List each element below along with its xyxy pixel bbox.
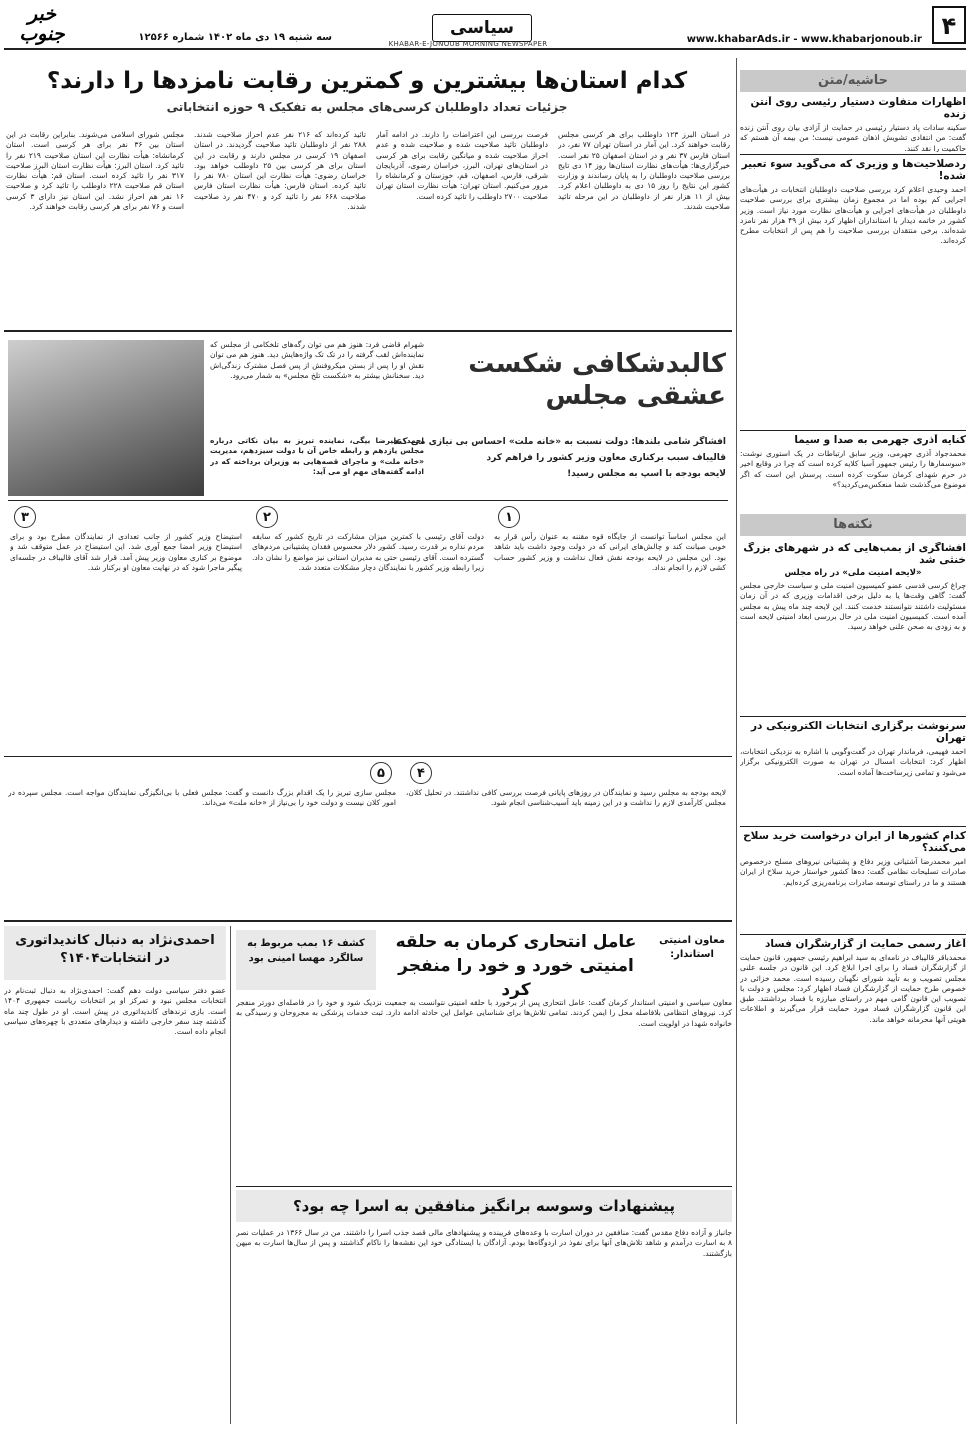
newspaper-logo	[6, 4, 78, 46]
sidebar-column-rule	[736, 58, 737, 1424]
ahmadinejad-title: احمدی‌نژاد به دنبال کاندیداتوری در انتخابات۱۴۰۴؟	[15, 933, 215, 966]
feature-bullet: قالیباف سبب برکناری معاون وزیر کشور را فراهم کرد	[486, 453, 726, 463]
sidebar-item-title: اظهارات متفاوت دستیار رئیسی روی آنتن زنده	[750, 96, 966, 120]
sidebar-column	[740, 64, 966, 1424]
feature-section	[406, 760, 726, 916]
hashieh-tag	[740, 70, 966, 92]
feature-section	[494, 506, 726, 756]
sidebar-divider	[740, 934, 966, 935]
masthead	[0, 0, 970, 50]
monafeqin-title: پیشنهادات وسوسه برانگیز منافقین به اسرا چه بود؟	[292, 1197, 676, 1215]
lead-col-3: تائید کرده‌اند که ۲۱۶ نفر عدم احراز صلاحیت شدند. ۲۸۸ نفر از داوطلبان تائید صلاحیت گردیدند. در استان اصفهان ۱۹ کرسی در مجلس دارند و رقابت در این استان برای هر کرسی بین ۲۵ داوطلب خواهد بود. خراسان رضوی: هیأت نظارت این استان ۷۸۰ نفر را تائید کرده. استان فارس: هیأت نظارت استان فارس صلاحیت ۶۶۸ نفر را تائید کرد و ۴۷۰ نفر رد صلاحیت شدند.	[194, 130, 366, 212]
masthead-rule	[4, 48, 966, 50]
nokteha-tag	[740, 514, 966, 536]
sidebar-item	[740, 96, 966, 152]
section-body: استیضاح وزیر کشور از جانب تعدادی از نمایندگان مطرح بود و برای استیضاح وزیر امضا جمع آوری شد. این استیضاح در عمل متوقف شد و موضوع بر کناری معاون وزیر پیش آمد. قرار شد آقای قالیباف در جلسه‌ای پیگیر ماجرا شود که در نهایت معاون او برکنار شد.	[10, 532, 242, 572]
section-number: ۴	[410, 762, 432, 784]
lead-headline: کدام استان‌ها بیشترین و کمترین رقابت نامزدها را دارند؟	[46, 68, 688, 94]
monafeqin-title-box	[236, 1190, 732, 1222]
bottom-block-rule	[4, 920, 732, 922]
feature-bullet: لایحه بودجه با اسپ به مجلس رسید!	[567, 469, 726, 479]
section-number: ۲	[256, 506, 278, 528]
feature-section	[252, 506, 484, 756]
feature-section	[10, 506, 242, 756]
note-title: کدام کشورها از ایران درخواست خرید سلاح می‌کنند؟	[743, 830, 966, 854]
section-body: لایحه بودجه به مجلس رسید و نمایندگان در روزهای پایانی فرصت بررسی کافی نداشتند. در تحلیل کلان، مجلس کارآمدی لازم را نداشت و در این زمینه باید آسیب‌شناسی انجام شود.	[406, 788, 726, 808]
section-body: این مجلس اساساً توانست از جایگاه قوه مقننه به عنوان رأس قرار به خوبی صیانت کند و چالش‌های ایرانی که در دولت وجود داشت باید شاهد بود. این مجلس در لایحه بودجه نقش فعال نداشت و وزیر کشور حساب کشی لازم را انجام نداد.	[494, 532, 726, 572]
english-name: KHABAR-E-JONOUB MORNING NEWSPAPER	[388, 40, 548, 48]
sidebar-item-title: کنایه آذری جهرمی به صدا و سیما	[794, 434, 966, 446]
logo-text: خبر جنوب	[19, 4, 65, 45]
feature-bottom-rule	[4, 756, 732, 757]
ahmadinejad-story	[4, 926, 226, 1424]
sidebar-divider	[740, 430, 966, 431]
feature-story	[4, 334, 732, 758]
kerman-box	[236, 930, 376, 990]
kerman-story	[236, 926, 732, 1184]
sidebar-item	[740, 434, 966, 500]
section-number: ۵	[370, 762, 392, 784]
sidebar-item-title: ردصلاحیت‌ها و وزیری که می‌گوید سوء تعبیر شده!	[741, 158, 966, 182]
feature-inner-rule	[8, 500, 728, 501]
note-body: محمدباقر قالیباف در نامه‌ای به سید ابراهیم رئیسی جمهور، قانون حمایت از گزارشگران فساد را برای اجرا ابلاغ کرد. این قانون در جلسه علنی مجلس تصویب و به تأیید شورای نگهبان رسیده است. محمد خزائی در خصوص طرح حمایت از گزارشگران فساد اظهار کرد: مجلس و دولت با تصویب این قانون گامی مهم در راستای مبارزه با فساد برداشتند. طبق این قانون گزارشگران فساد مورد حمایت قرار می‌گیرند و اطلاعات هویتی آنها محرمانه خواهد ماند.	[740, 953, 966, 1024]
site-url: www.khabarAds.ir - www.khabarjonoub.ir	[686, 34, 922, 45]
section-tab	[432, 14, 532, 42]
section-body: دولت آقای رئیسی با کمترین میزان مشارکت در تاریخ کشور که سابقه مردم نداره بر قدرت رسید. کشور دلار محسوس فقدان پشتیبانی مردم‌های گسترده است. آقای رئیسی حتی به مدیران استانی نیز مواضع را نشان داد. زیرا رابطه وزیر کشور با نمایندگان دچار مشکلات متعدد شد.	[252, 532, 484, 572]
feature-section	[8, 760, 396, 916]
section-number: ۱	[498, 506, 520, 528]
note-item	[740, 938, 966, 1418]
kerman-body: معاون سیاسی و امنیتی استاندار کرمان گفت: عامل انتحاری پس از برخورد با حلقه امنیتی نتوانست به جمعیت نزدیک شود و خود را در فاصله‌ای دورتر منفجر کرد. نیروهای انتظامی بلافاصله محل را ایمن کردند. تمامی تلاش‌ها برای شناسایی عوامل این حادثه ادامه دارد. ثبت خدمات پزشکی به مجروحان و رسیدگی به خانواده شهدا در اولویت است.	[236, 998, 732, 1028]
issue-info: سه شنبه ۱۹ دی ماه ۱۴۰۲ شماره ۱۲۵۶۶	[138, 32, 332, 43]
section-body: مجلس سازی تبریز را یک اقدام بزرگ دانست و گفت: مجلس فعلی با بی‌انگیزگی نمایندگان مواجه است. مجلس سپرده در امور کلان نیست و دولت خود را بی‌نیاز از «خانه ملت» می‌داند.	[8, 788, 396, 808]
note-item	[740, 542, 966, 712]
sidebar-divider	[740, 826, 966, 827]
kerman-title: عامل انتحاری کرمان به حلقه امنیتی خورد و خود را منفجر کرد	[395, 932, 637, 1000]
sidebar-divider	[740, 154, 966, 155]
feature-quote-source: احمد علیرضا بیگی، نماینده تبریز به بیان نکاتی درباره مجلس یازدهم و رابطه خاص آن با دولت سیزدهم، مدیریت «خانه ملت» و ماجرای قصه‌هایی به وزیران برداخته که در ادامه گفته‌های مهم او می آید:	[210, 436, 424, 476]
page-number-box	[932, 6, 966, 44]
monafeqin-story	[236, 1190, 732, 1424]
note-title: افشاگری از بمب‌هایی که در شهرهای بزرگ خنثی شد	[743, 542, 966, 566]
lead-bottom-rule	[4, 330, 732, 332]
lead-col-4: مجلس شورای اسلامی می‌شوند. بنابراین رقابت در این استان بین ۳۶ نفر برای هر کرسی است. استان کرمانشاه: هیأت نظارت این استان صلاحیت ۲۱۹ نفر را تائید کرد. استان البرز: هیأت نظارت استان البرز صلاحیت ۳۱۷ نفر را تائید کرده است. استان قم: هیأت نظارت استان قم صلاحیت ۲۲۸ داوطلب را تائید کرد و صلاحیت ۱۶ نفر هم احراز نشد. این استان نیز دارای ۳ کرسی است و ۷۶ نفر برای هر کرسی رقابت خواهند کرد.	[6, 130, 184, 212]
hashieh-tag-label: حاشیه/متن	[817, 73, 889, 88]
note-body: امیر محمدرضا آشتیانی وزیر دفاع و پشتیبانی نیروهای مسلح درخصوص صادرات تسلیحات نظامی گفت: ده‌ها کشور خواستار خرید سلاح از ایران هستند و ما در راستای توسعه صادرات برنامه‌ریزی کرده‌ایم.	[740, 857, 966, 887]
portrait-photo	[8, 340, 204, 496]
sidebar-item-body: احمد وحیدی اعلام کرد بررسی صلاحیت داوطلبان انتخابات در هیأت‌های اجرایی کم بوده اما در مجموع زمان بیشتری برای بررسی صلاحیت داوطلبان در هیأت‌های اجرایی و هیأت‌های نظارت مورد نیاز است. وزیر کشور در خاتمه دیدار با استانداران اظهار کرد بیش از ۴۹ هزار نفر نامزد شده‌اند. برخی منتقدان بررسی صلاحیت را هم پس از انتخابات مطرح کرده‌اند.	[740, 185, 966, 246]
note-item	[740, 830, 966, 930]
note-title: سرنوشت برگزاری انتخابات الکترونیکی در تهران	[751, 720, 966, 744]
section-title: سیاسی	[450, 18, 514, 38]
lead-col-1: در استان البرز ۱۲۳ داوطلب برای هر کرسی مجلس رقابت خواهند کرد. این آمار در استان تهران ۷۷ نفر، در استان فارس ۳۷ نفر و در استان اصفهان ۲۵ نفر است. خبرگزاری‌ها: هیأت‌های نظارت استان‌ها روز ۱۴ دی تایج بررسی صلاحیت داوطلبان را به پایان رساندند و وزارت کشور این نتایج را روز ۱۵ دی به داوطلبان اعلام کرد. بیش از ۱۱ هزار نفر از داوطلبان در این مرحله تائید صلاحیت شدند.	[558, 130, 730, 212]
monafeqin-body: جانباز و آزاده دفاع مقدس گفت: منافقین در دوران اسارت با وعده‌های فریبنده و پیشنهادهای مالی قصد جذب اسرا را داشتند. من در سال ۱۳۶۶ در عملیات نصر ۸ به اسارت درآمدم و شاهد تلاش‌های آنها برای نفوذ در اردوگاه‌ها بودم. آزادگان با ایستادگی خود این نقشه‌ها را ناکام گذاشتند و پس از سال‌ها اسارت به میهن بازگشتند.	[236, 1228, 732, 1258]
lead-subhead: جزئیات تعداد داوطلبان کرسی‌های مجلس به تفکیک ۹ حوزه انتخاباتی	[166, 100, 568, 114]
note-subtitle: «لایحه امنیت ملی» در راه مجلس	[784, 568, 922, 578]
ahmadinejad-body: عضو دفتر سیاسی دولت دهم گفت: احمدی‌نژاد به دنبال ثبت‌نام در انتخابات مجلس نبود و تمرکز او بر انتخابات ریاست جمهوری ۱۴۰۴ است. بازی ترندهای کاندیداتوری در پیش است. او در طول چند ماه گذشته چند سفر خارجی داشته و دیدارهای متعددی با چهره‌های سیاسی انجام داده است.	[4, 986, 226, 1037]
section-number: ۳	[14, 506, 36, 528]
sidebar-item-body: محمدجواد آذری جهرمی، وزیر سابق ارتباطات در یک استوری نوشت: «سوسمارها را رئیس جمهور آسیا کلایه کرده است که چرا در وقایع اخیر در حرم شهدای کرمان سکوت کرده است. پرسش این است که اگر موضوع می‌گذشت شما منعکس‌می‌کردید؟»	[740, 449, 966, 489]
note-body: احمد فهیمی، فرماندار تهران در گفت‌وگویی با اشاره به نزدیکی انتخابات، اظهار کرد: انتخابات امسال در تهران به صورت الکترونیکی برگزار می‌شود و تمامی زیرساخت‌ها آماده است.	[740, 747, 966, 777]
note-body: چراغ کرسی قدسی عضو کمیسیون امنیت ملی و سیاست خارجی مجلس گفت: گاهی وقت‌ها یا به دلیل برخی اقدامات وزیری که در آن زمان مسئولیت داشتند نتوانستند خدمت کنند. این لایحه چند ماه پیش به مجلس آمده است. کمیسیون امنیت ملی در حال بررسی ابعاد امنیتی لایحه است و به زودی به صحن علنی خواهد رسید.	[740, 581, 966, 632]
feature-intro: شهرام قاضی فرد: هنوز هم می توان رگه‌های تلخکامی از مجلس که نماینده‌اش لقب گرفته را در تک تک واژه‌هایش دید. هنوز هم می توان نقش او را پس از بستن میکروفنش از پس فصل مشترک زندگی‌اش دید. سخنانش بیشتر به «شکست تلخ مجلس» به شمار می‌رود.	[210, 340, 424, 380]
lead-story	[4, 58, 730, 328]
lead-col-2: فرصت بررسی این اعتراضات را دارند. در ادامه آمار داوطلبان تائید صلاحیت شده و صلاحیت شده و عدم احراز صلاحیت شده و میانگین رقابت برای هر کرسی در استان‌های تهران، البرز، خراسان رضوی، آذربایجان شرقی، فارس، اصفهان، قم، خوزستان و کرمانشاه را مرور می‌کنیم. استان تهران: هیأت نظارت استان تهران صلاحیت ۲۷۰۰ داوطلب را تائید کرده است.	[376, 130, 548, 201]
sidebar-item	[740, 158, 966, 426]
note-title: آغاز رسمی حمایت از گزارشگران فساد	[764, 938, 966, 950]
sidebar-divider	[740, 716, 966, 717]
nokteha-tag-label: نکته‌ها	[833, 517, 873, 532]
feature-bullet: افشاگر شامی بلندها: دولت نسبت به «خانه ملت» احساس بی نیازی می کند	[393, 437, 726, 447]
column-rule	[230, 926, 231, 1424]
kerman-box-title: کشف ۱۶ بمب مربوط به سالگرد مهسا امینی بود	[247, 938, 365, 964]
note-item	[740, 720, 966, 824]
kerman-kicker: معاون امنیتی استاندار:	[659, 935, 725, 960]
sidebar-item-body: سکینه سادات پاد دستیار رئیسی در حمایت از آزادی بیان روی آنتن زنده گفت: من انتقادی تشویش اذهان عمومی نیست؛ من بیمه آن هستم که حاکمیت را نقد کنند.	[740, 123, 966, 152]
story-title-box	[4, 926, 226, 980]
feature-title: کالبدشکافی شکست عشقی مجلس	[468, 349, 726, 411]
page-number: ۴	[941, 12, 957, 40]
kerman-bottom-rule	[236, 1186, 732, 1187]
